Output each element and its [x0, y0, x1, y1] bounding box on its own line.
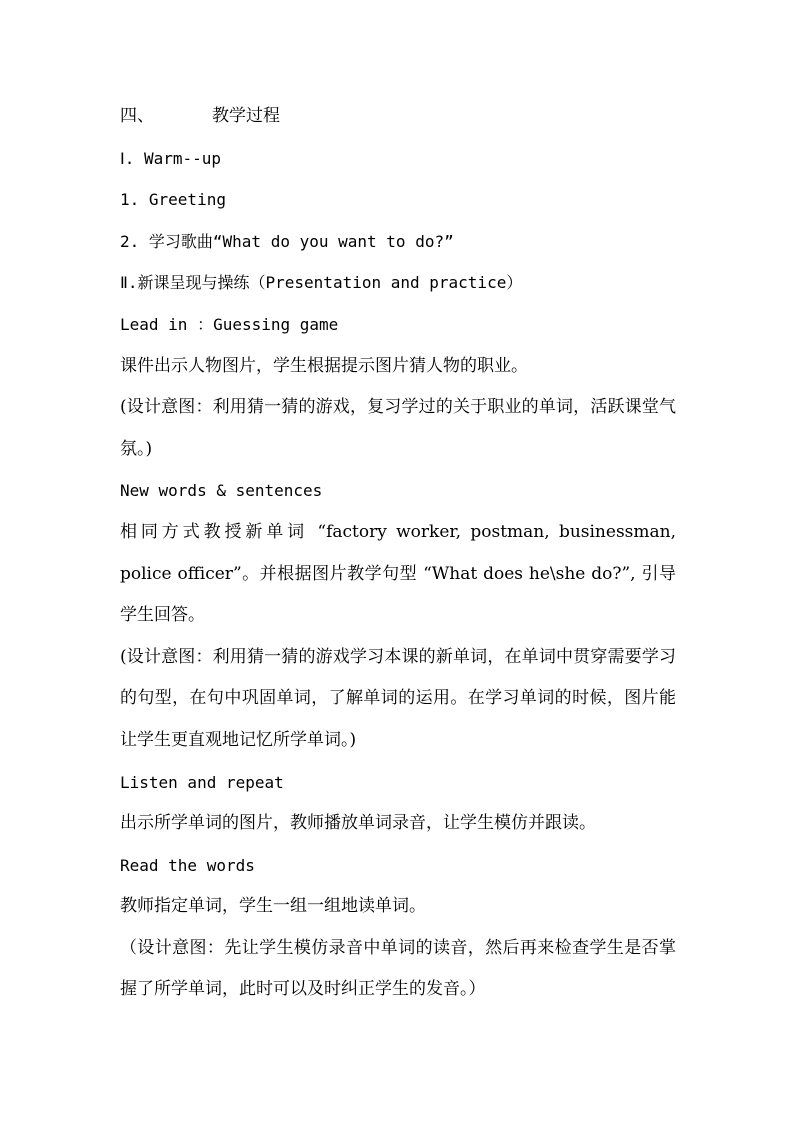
section-number: 四、 [120, 106, 154, 126]
section-title [120, 96, 676, 138]
section-title-text: 教学过程 [212, 106, 280, 126]
read-heading: Read the words [120, 855, 255, 875]
lead-in-text: 课件出示人物图片，学生根据提示图片猜人物的职业。 [120, 355, 528, 376]
read-text: 教师指定单词，学生一组一组地读单词。 [120, 896, 426, 917]
listen-heading: Listen and repeat [120, 772, 284, 792]
new-words-text: 相同方式教授新单词 “factory worker, postman, businessman, police officer”。并根据图片教学句型 “What does he\she do?”, 引导学生回答。 [120, 521, 676, 626]
part2-heading: Ⅱ.新课呈现与操练（Presentation and practice） [120, 273, 523, 293]
lead-in-heading: Lead in ：Guessing game [120, 314, 339, 334]
item-song: 2. 学习歌曲“What do you want to do?” [120, 231, 454, 251]
listen-text: 出示所学单词的图片，教师播放单词录音，让学生模仿并跟读。 [120, 813, 596, 834]
new-words-heading: New words & sentences [120, 481, 323, 501]
item-greeting: 1. Greeting [120, 190, 226, 210]
read-intent: （设计意图：先让学生模仿录音中单词的读音，然后再来检查学生是否掌握了所学单词，此时可以及时纠正学生的发音。） [120, 937, 676, 1000]
part1-heading: Ⅰ. Warm--up [120, 148, 222, 168]
lead-in-intent: (设计意图：利用猜一猜的游戏，复习学过的关于职业的单词，活跃课堂气氛。) [120, 397, 676, 459]
new-words-intent: (设计意图：利用猜一猜的游戏学习本课的新单词，在单词中贯穿需要学习的句型，在句中巩固单词，了解单词的运用。在学习单词的时候，图片能让学生更直观地记忆所学单词。) [120, 646, 676, 750]
document-page [120, 96, 676, 1011]
